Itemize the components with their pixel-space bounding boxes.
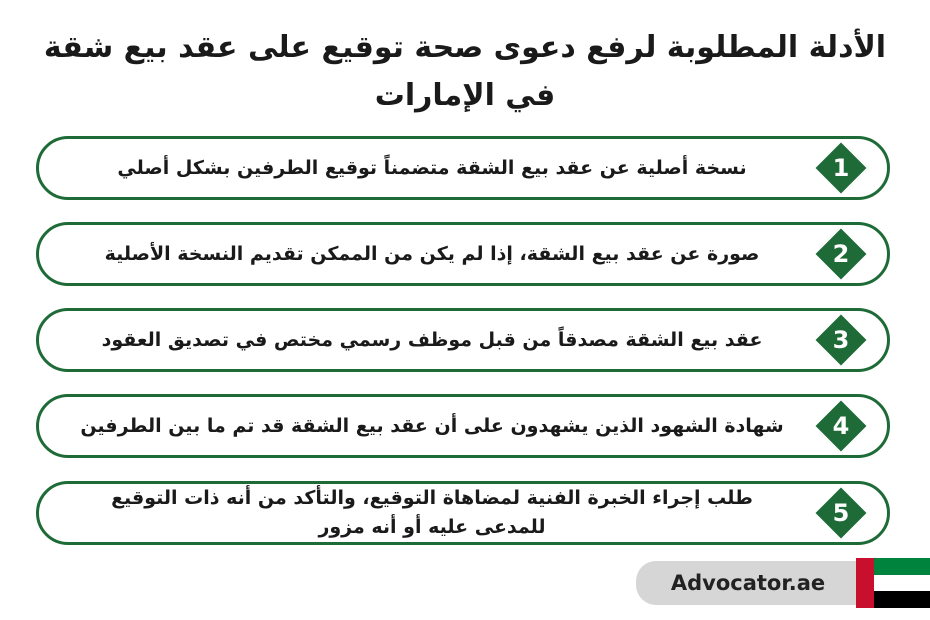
evidence-item-text: صورة عن عقد بيع الشقة، إذا لم يكن من الممكن تقديم النسخة الأصلية <box>104 242 760 265</box>
number-label: 4 <box>832 412 850 440</box>
number-badge <box>815 142 867 194</box>
number-label: 2 <box>832 240 850 268</box>
brand-name: Advocator.ae <box>670 571 826 595</box>
number-label: 1 <box>832 154 850 182</box>
number-badge <box>815 228 867 280</box>
evidence-item-text: شهادة الشهود الذين يشهدون على أن عقد بيع الشقة قد تم ما بين الطرفين <box>80 414 784 437</box>
evidence-item-2 <box>36 222 890 286</box>
evidence-item-5 <box>36 481 890 545</box>
number-badge <box>815 487 867 539</box>
number-label: 3 <box>832 326 850 354</box>
evidence-item-4 <box>36 394 890 458</box>
evidence-item-1 <box>36 136 890 200</box>
brand-bar <box>636 561 860 605</box>
flag-green-stripe <box>874 558 930 575</box>
number-badge <box>815 314 867 366</box>
evidence-item-3 <box>36 308 890 372</box>
evidence-item-text: عقد بيع الشقة مصدقاً من قبل موظف رسمي مختص في تصديق العقود <box>101 328 763 351</box>
number-label: 5 <box>832 499 850 527</box>
flag-red-stripe <box>856 558 874 608</box>
page-title: الأدلة المطلوبة لرفع دعوى صحة توقيع على عقد بيع شقة في الإمارات <box>43 30 887 113</box>
flag-black-stripe <box>874 591 930 608</box>
number-badge <box>815 400 867 452</box>
flag-white-stripe <box>874 575 930 591</box>
uae-flag-icon <box>856 558 930 608</box>
evidence-item-text: نسخة أصلية عن عقد بيع الشقة متضمناً توقيع الطرفين بشكل أصلي <box>117 156 747 179</box>
evidence-item-text: طلب إجراء الخبرة الفنية لمضاهاة التوقيع، والتأكد من أنه ذات التوقيع للمدعى عليه أو أنه مزور <box>111 487 753 538</box>
